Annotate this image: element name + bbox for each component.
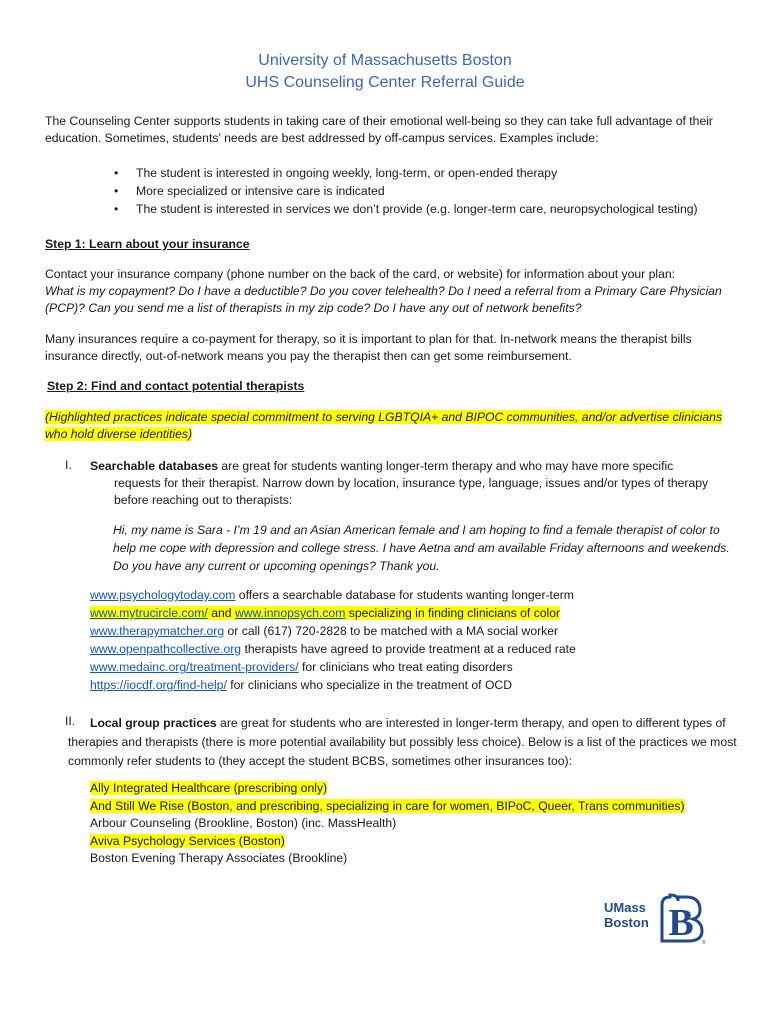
section-numeral-2: II.: [65, 714, 76, 728]
copayment-paragraph: Many insurances require a co-payment for therapy, so it is important to plan for that. In-network means the therapist bills insurance directly, out-of-network means you pay the therapist then can get some reimbursement.: [45, 332, 692, 363]
highlighted-note-text: (Highlighted practices indicate special commitment to serving LGBTQIA+ and BIPOC communities, and/or advertise clinicians who hold diverse identities): [45, 410, 723, 441]
list-item: www.medainc.org/treatment-providers/ for clinicians who treat eating disorders: [90, 660, 513, 674]
logo-wordmark: UMass Boston: [604, 900, 649, 930]
therapymatcher-link[interactable]: www.therapymatcher.org: [90, 624, 225, 638]
list-item: Boston Evening Therapy Associates (Brookline): [90, 851, 348, 865]
umass-b-emblem-icon: [656, 893, 706, 945]
database-links: [90, 587, 750, 695]
list-item: Aviva Psychology Services (Boston): [90, 833, 285, 848]
list-item: www.therapymatcher.org or call (617) 720-2828 to be matched with a MA social worker: [90, 624, 559, 638]
local-group-practices-label: Local group practices: [90, 716, 217, 730]
section-numeral-1: I.: [65, 458, 72, 472]
svg-text:®: ®: [702, 940, 706, 945]
step1-heading: Step 1: Learn about your insurance: [45, 237, 250, 251]
searchable-databases-label: Searchable databases: [90, 459, 219, 473]
svg-text:B: B: [668, 902, 694, 944]
list-item: www.mytrucircle.com/ and www.innopsych.com specializing in finding clinicians of color: [90, 606, 561, 620]
mytrucircle-link[interactable]: www.mytrucircle.com/: [90, 606, 208, 620]
intro-paragraph: The Counseling Center supports students in taking care of their emotional well-being so they can take full advantage of their education. Sometimes, students’ needs are best addressed by off-campus services. Examples include:: [45, 114, 713, 145]
umass-boston-logo: [604, 893, 706, 945]
step2-heading: Step 2: Find and contact potential therapists: [47, 379, 305, 393]
examples-list: [110, 165, 740, 219]
list-item: And Still We Rise (Boston, and prescribing, specializing in care for women, BIPoC, Queer, Trans communities): [90, 798, 685, 813]
highlight-note: [45, 409, 735, 443]
list-item: www.psychologytoday.com offers a searchable database for students wanting longer-term: [90, 588, 574, 602]
bullet-icon: •: [114, 166, 119, 180]
openpathcollective-link[interactable]: www.openpathcollective.org: [90, 642, 242, 656]
list-item: Ally Integrated Healthcare (prescribing only): [90, 781, 328, 795]
searchable-databases-paragraph: Searchable databases are great for students wanting longer-term therapy and who may have more specific requests for their therapist. Narrow down by location, insurance type, language, issues and/or types of therapy before reaching out to therapists:: [90, 459, 709, 507]
psychologytoday-link[interactable]: www.psychologytoday.com: [90, 588, 236, 602]
list-item: • The student is interested in services we don’t provide (e.g. longer-term care, neuropsychological testing): [114, 202, 698, 216]
list-item: www.openpathcollective.org therapists have agreed to provide treatment at a reduced rate: [90, 642, 576, 656]
local-practices-paragraph: Local group practices are great for students who are interested in longer-term therapy, and open to different types of therapies and therapists (there is more potential availability but possibly less choice). Below is a list of the practices we most commonly refer students to (they accept the student BCBS, sometimes other insurances too):: [68, 716, 737, 768]
list-item: • The student is interested in ongoing weekly, long-term, or open-ended therapy: [114, 166, 558, 180]
step1-questions: What is my copayment? Do I have a deductible? Do you cover telehealth? Do I need a referral from a Primary Care Physician (PCP)? Can you send me a list of therapists in my zip code? Do I have any out of network benefits?: [45, 284, 722, 315]
document-title-line1: University of Massachusetts Boston: [258, 52, 512, 69]
list-item: https://iocdf.org/find-help/ for clinicians who specialize in the treatment of OCD: [90, 678, 513, 692]
innopsych-link[interactable]: www.innopsych.com: [234, 606, 346, 620]
medainc-link[interactable]: www.medainc.org/treatment-providers/: [90, 660, 299, 674]
bullet-icon: •: [114, 184, 119, 198]
list-item: Arbour Counseling (Brookline, Boston) (inc. MassHealth): [90, 816, 397, 830]
bullet-icon: •: [114, 202, 119, 216]
step1-paragraph: [45, 266, 735, 317]
practices-list: [90, 780, 750, 868]
step1-instructions: Contact your insurance company (phone number on the back of the card, or website) for information about your plan:: [45, 267, 676, 281]
iocdf-link[interactable]: https://iocdf.org/find-help/: [90, 678, 227, 692]
list-item: • More specialized or intensive care is indicated: [114, 184, 385, 198]
document-title-line2: UHS Counseling Center Referral Guide: [245, 74, 525, 91]
sample-message-quote: Hi, my name is Sara - I’m 19 and an Asian American female and I am hoping to find a female therapist of color to help me cope with depression and college stress. I have Aetna and am available Friday afternoons and weekends. Do you have any current or upcoming openings? Thank you.: [113, 523, 730, 573]
